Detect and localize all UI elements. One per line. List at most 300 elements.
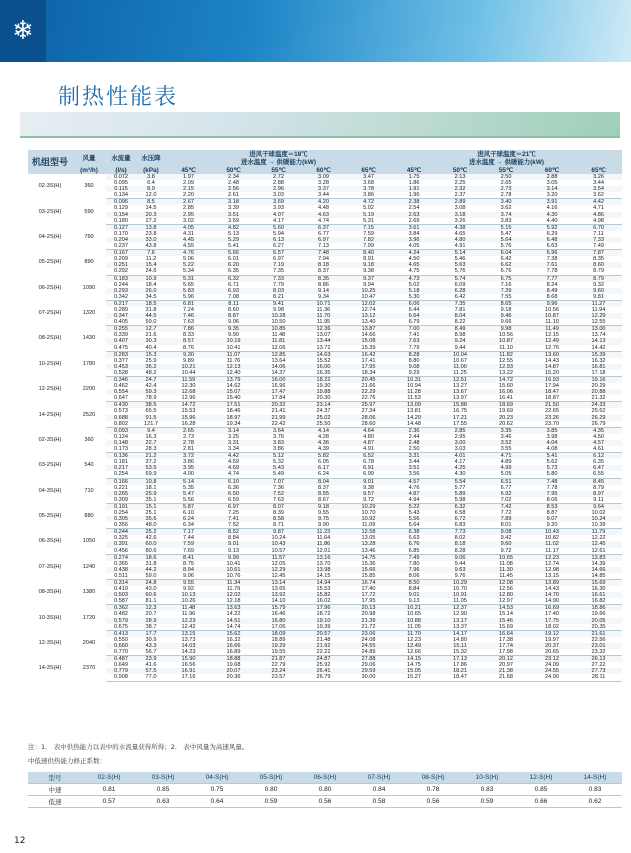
data-cell: 4.91 [346,446,391,453]
data-cell: 14.74 [211,624,256,631]
data-cell: 38.5 [136,402,166,409]
data-cell: 14.70 [529,592,575,598]
data-cell: 4.94 [391,497,437,504]
data-cell: 4.08 [529,446,575,453]
data-cell: 9.38 [363,484,374,491]
data-cell: 9.92 [183,586,194,593]
data-cell: 15.14 [499,611,514,618]
data-cell: 0.908 [106,674,136,681]
data-cell: 0.283 [106,351,136,358]
data-cell: 7.82 [346,237,391,243]
data-cell: 11.64 [316,535,331,542]
data-cell: 11.70 [301,313,346,319]
data-cell: 7.39 [483,288,529,294]
data-cell: 0.550 [114,636,128,643]
data-cell: 13.15 [166,630,211,637]
correction-row-label: 中速 [28,784,82,796]
data-cell: 8.9 [136,186,166,192]
data-cell: 10.61 [211,567,256,573]
data-cell: 4.05 [391,243,437,250]
data-cell: 18.34 [346,370,391,377]
data-cell: 6.62 [483,262,529,268]
data-cell: 3.76 [273,433,284,440]
data-cell: 5.47 [500,230,512,237]
data-cell: 16.89 [211,649,256,656]
model-cell: 10-3S(H) [38,614,62,621]
table-row [28,300,622,307]
data-cell: 0.482 [114,611,128,618]
data-cell: 6.97 [301,237,346,243]
data-cell: 7.11 [593,230,604,237]
data-cell: 0.579 [106,618,136,624]
model-cell: 10-2S(H) [38,360,62,367]
data-cell: 1.86 [408,180,420,187]
data-cell: 15.39 [346,345,391,352]
data-cell: 7.46 [166,313,211,319]
data-cell: 0.170 [114,230,128,237]
correction-model-header: 03-S(H) [136,772,190,784]
table-row [28,224,622,231]
data-cell: 9.06 [437,554,483,561]
data-cell: 60.6 [136,592,166,598]
correction-model-header: 12-S(H) [514,772,568,784]
data-cell: 5.98 [437,497,483,504]
data-cell: 3.68 [363,180,374,187]
data-cell: 8.06 [529,497,575,504]
data-cell: 6.77 [500,484,512,491]
data-cell: 26.79 [575,421,622,428]
data-cell: 7.15 [346,224,391,231]
data-cell: 7.6 [136,250,166,257]
data-cell: 8.84 [228,535,239,542]
data-cell: 2.85 [437,427,483,434]
data-cell: 6.78 [363,459,374,466]
data-cell: 14.90 [529,598,575,605]
data-cell: 5.56 [391,516,437,522]
airflow-cell: 1320 [82,310,96,317]
data-cell: 16.00 [256,377,301,384]
data-cell: 5.89 [437,491,483,497]
data-cell: 6.4 [147,180,155,187]
data-cell: 12.61 [575,548,622,555]
data-cell: 12.74 [545,560,560,567]
data-cell: 3.40 [483,199,529,206]
data-cell: 6.47 [575,465,622,471]
data-cell: 15.05 [391,668,437,674]
data-cell: 11.34 [211,580,256,587]
data-cell: 11.59 [166,377,211,384]
data-cell: 9.13 [211,548,256,555]
data-cell: 0.438 [106,567,136,573]
data-cell: 7.63 [256,497,301,504]
data-cell: 7.35 [256,268,301,275]
data-cell: 4.04 [529,440,575,446]
data-cell: 4.00 [166,471,211,478]
data-cell: 81.1 [136,598,166,605]
data-cell: 10.41 [226,560,241,567]
data-cell: 18.88 [211,656,256,663]
col-header-temp: 50℃ [437,166,483,174]
data-cell: 8.65 [483,300,529,307]
data-cell: 7.96 [391,567,437,573]
data-cell: 17.55 [437,421,483,428]
correction-value: 0.80 [244,784,298,796]
data-cell: 25.02 [301,415,346,421]
data-cell: 23.06 [346,630,391,637]
data-cell: 12.90 [453,611,468,618]
data-cell: 13.12 [346,313,391,319]
data-cell: 26.41 [301,668,346,674]
data-cell: 0.254 [106,471,136,478]
data-cell: 4.50 [593,433,604,440]
table-row [28,243,622,250]
data-cell: 22.22 [301,649,346,656]
data-cell: 13.28 [346,541,391,547]
data-cell: 18.22 [301,377,346,384]
data-cell: 28.11 [575,674,622,681]
data-cell: 5.46 [454,256,466,263]
data-cell: 14.5 [145,205,157,212]
data-cell: 11.70 [391,630,437,637]
data-cell: 10.24 [575,516,622,522]
data-cell: 8.18 [437,541,483,547]
data-cell: 10.70 [361,509,376,516]
data-cell: 28.60 [346,421,391,428]
data-cell: 5.32 [273,459,284,466]
data-cell: 69.9 [136,471,166,478]
data-cell: 14.10 [256,598,301,605]
data-cell: 8.60 [228,306,239,313]
data-cell: 0.587 [106,598,136,605]
data-cell: 6.81 [166,300,211,307]
data-cell: 18.97 [211,415,256,421]
data-cell: 0.292 [106,268,136,275]
data-cell: 3.35 [483,427,529,434]
data-cell: 5.63 [437,262,483,268]
data-cell: 2.81 [166,446,211,453]
data-cell: 18.02 [529,624,575,631]
data-cell: 8.57 [166,338,211,344]
data-cell: 34.5 [136,294,166,301]
data-cell: 11.86 [301,541,346,547]
data-cell: 5.15 [483,224,529,231]
data-cell: 33.0 [136,237,166,243]
data-cell: 16.75 [453,408,468,415]
correction-value: 0.81 [82,784,136,796]
data-cell: 23.14 [301,402,346,409]
data-cell: 7.87 [575,250,622,257]
data-cell: 6.57 [256,250,301,257]
data-cell: 9.76 [437,573,483,580]
data-cell: 9.57 [346,491,391,497]
data-cell: 24.7 [136,377,166,384]
data-cell: 19.29 [256,643,301,649]
data-cell: 10.26 [166,598,211,605]
data-cell: 11.96 [181,611,196,618]
data-cell: 4.80 [437,237,483,243]
data-cell: 9.30 [166,351,211,358]
data-cell: 0.413 [106,630,136,637]
data-cell: 24.33 [575,402,622,409]
data-cell: 0.129 [114,205,128,212]
data-cell: 22.56 [591,636,606,643]
data-cell: 4.30 [437,471,483,478]
data-cell: 21.48 [316,636,331,643]
data-cell: 16.42 [346,351,391,358]
data-cell: 21.87 [256,656,301,663]
table-row [28,192,622,199]
data-cell: 10.43 [256,541,301,547]
data-cell: 17.13 [437,656,483,663]
data-cell: 23.9 [136,656,166,663]
data-cell: 14.20 [391,415,437,421]
data-cell: 48.2 [136,370,166,377]
correction-value: 0.80 [298,784,352,796]
data-cell: 8.45 [575,478,622,485]
data-cell: 3.95 [166,465,211,471]
data-cell: 17.86 [453,662,468,669]
data-cell: 2.88 [529,174,575,180]
data-cell: 18.89 [271,636,286,643]
data-cell: 26.79 [301,674,346,681]
data-cell: 11.76 [226,357,241,364]
data-cell: 10.56 [545,306,560,313]
data-cell: 13.74 [591,332,606,339]
data-cell: 19.12 [529,630,575,637]
data-cell: 78.9 [136,395,166,402]
data-cell: 0.209 [114,256,128,263]
data-cell: 15.11 [437,643,483,649]
data-cell: 0.127 [106,224,136,231]
data-cell: 17.98 [483,649,529,656]
table-row [28,554,622,561]
data-cell: 16.00 [301,364,346,370]
data-cell: 44.2 [136,567,166,573]
table-row [28,421,622,428]
data-cell: 9.14 [301,288,346,294]
col-header-temp: 50℃ [211,166,256,174]
data-cell: 9.4 [136,427,166,434]
correction-model-header: 10-S(H) [460,772,514,784]
data-cell: 15.27 [391,674,437,681]
data-cell: 15.90 [166,656,211,663]
data-cell: 8.76 [166,345,211,352]
data-cell: 3.84 [408,230,420,237]
data-cell: 21.66 [361,383,376,390]
data-cell: 16.61 [575,592,622,598]
data-cell: 13.27 [453,383,468,390]
data-cell: 8.37 [301,268,346,275]
data-cell: 9.11 [575,497,622,504]
col-unit-water-flow: (l/s) [106,166,136,174]
data-cell: 13.98 [301,567,346,573]
data-cell: 15.53 [316,586,331,593]
data-cell: 12.74 [361,306,376,313]
data-cell: 9.60 [575,288,622,294]
data-cell: 14.94 [301,580,346,587]
data-cell: 2.48 [228,180,239,187]
data-cell: 4.76 [166,250,211,257]
model-cell: 03-2S(H) [38,208,62,215]
data-cell: 11.81 [256,338,301,344]
data-cell: 6.42 [437,294,483,301]
table-row [28,522,622,529]
correction-model-header: 07-S(H) [352,772,406,784]
data-cell: 2.73 [483,186,529,192]
data-cell: 20.32 [256,402,301,409]
data-cell: 20.13 [346,605,391,612]
data-cell: 4.61 [575,446,622,453]
data-cell: 21.39 [346,618,391,624]
data-cell: 17.47 [256,389,301,395]
data-cell: 9.18 [346,262,391,268]
data-cell: 5.64 [391,522,437,529]
data-cell: 18.47 [437,674,483,681]
data-cell: 15.46 [483,618,529,624]
data-cell: 3.14 [529,186,575,192]
data-cell: 14.87 [529,364,575,370]
data-cell: 13.8 [136,224,166,231]
data-cell: 7.00 [391,326,437,333]
data-cell: 7.16 [500,281,512,288]
data-cell: 5.74 [437,275,483,282]
data-cell: 53.5 [136,465,166,471]
data-cell: 0.072 [106,174,136,180]
data-cell: 13.89 [529,580,575,587]
data-cell: 0.217 [106,300,136,307]
data-cell: 6.09 [454,281,466,288]
data-cell: 16.93 [529,377,575,384]
data-cell: 12.02 [211,592,256,598]
data-cell: 0.647 [106,395,136,402]
correction-value: 0.85 [514,784,568,796]
data-cell: 27.73 [575,668,622,674]
airflow-cell: 590 [84,208,94,215]
correction-value: 0.57 [82,796,136,808]
data-cell: 19.66 [591,611,606,618]
data-cell: 0.456 [106,548,136,555]
data-cell: 21.61 [575,630,622,637]
data-cell: 27.34 [361,408,376,415]
data-cell: 26.29 [575,415,622,421]
col-header-temp: 60℃ [529,166,575,174]
airflow-cell: 1050 [82,538,96,545]
data-cell: 9.20 [529,522,575,529]
data-cell: 4.91 [437,243,483,250]
data-cell: 19.34 [211,421,256,428]
data-cell: 5.30 [391,294,437,301]
data-cell: 4.14 [301,427,346,434]
data-cell: 11.79 [575,529,622,536]
data-cell: 23.32 [575,649,622,656]
data-cell: 5.62 [546,459,558,466]
data-cell: 2.36 [391,427,437,434]
data-cell: 25.62 [591,408,606,415]
data-cell: 4.17 [256,218,301,225]
data-cell: 8.5 [136,199,166,206]
data-cell: 43.3 [136,643,166,649]
page-number: 12 [14,836,26,846]
data-cell: 15.20 [529,370,575,377]
data-cell: 16.30 [591,586,606,593]
data-cell: 9.18 [301,503,346,510]
data-cell: 17.40 [545,611,560,618]
table-row [28,427,622,434]
data-cell: 12.55 [575,319,622,326]
data-cell: 14.63 [301,351,346,358]
data-cell: 3.59 [211,218,256,225]
correction-value: 0.59 [460,796,514,808]
model-cell: 12-3S(H) [38,639,62,646]
data-cell: 10.82 [545,535,560,542]
data-cell: 20.98 [361,611,376,618]
data-cell: 6.04 [483,250,529,257]
data-cell: 20.30 [301,395,346,402]
data-cell: 7.55 [483,294,529,301]
data-cell: 10.92 [346,516,391,522]
data-cell: 9.72 [346,497,391,504]
data-cell: 4.05 [166,224,211,231]
data-cell: 3.03 [437,446,483,453]
data-cell: 23.26 [529,415,575,421]
data-cell: 30.00 [346,674,391,681]
data-cell: 6.29 [546,230,558,237]
data-cell: 16.69 [529,605,575,612]
data-cell: 0.244 [114,281,128,288]
data-cell: 20.36 [211,674,256,681]
data-cell: 12.66 [391,649,437,656]
data-cell: 6.75 [483,275,529,282]
data-cell: 27.88 [346,656,391,663]
data-cell: 13.16 [301,554,346,561]
data-cell: 12.18 [211,598,256,605]
data-cell: 12.49 [529,338,575,344]
data-cell: 8.33 [183,332,194,339]
col-header-group-18: 进风干球温度＝18℃ [166,150,391,158]
data-cell: 4.30 [529,212,575,218]
data-cell: 8.67 [301,497,346,504]
data-cell: 3.93 [273,205,284,212]
data-cell: 9.60 [483,541,529,547]
data-cell: 3.74 [483,212,529,218]
data-cell: 20.35 [575,624,622,631]
data-cell: 6.12 [575,453,622,460]
data-cell: 4.87 [346,440,391,446]
data-cell: 17.51 [211,402,256,409]
data-cell: 7.79 [273,281,284,288]
data-cell: 5.49 [256,471,301,478]
data-cell: 7.48 [301,250,346,257]
correction-value: 0.56 [298,796,352,808]
data-cell: 6.76 [483,268,529,275]
data-cell: 12.49 [391,643,437,649]
data-cell: 3.02 [166,218,211,225]
table-row [28,624,622,631]
data-cell: 13.63 [211,605,256,612]
table-row [28,605,622,612]
table-row [28,674,622,681]
data-cell: 6.93 [211,288,256,294]
data-cell: 20.97 [499,662,514,669]
model-cell: 07-3S(H) [38,563,62,570]
data-cell: 10.94 [407,383,422,390]
data-cell: 3.37 [301,186,346,192]
data-cell: 3.98 [546,433,558,440]
data-cell: 9.06 [166,573,211,580]
data-cell: 13.79 [211,377,256,384]
data-cell: 8.52 [211,529,256,536]
data-cell: 10.29 [346,503,391,510]
